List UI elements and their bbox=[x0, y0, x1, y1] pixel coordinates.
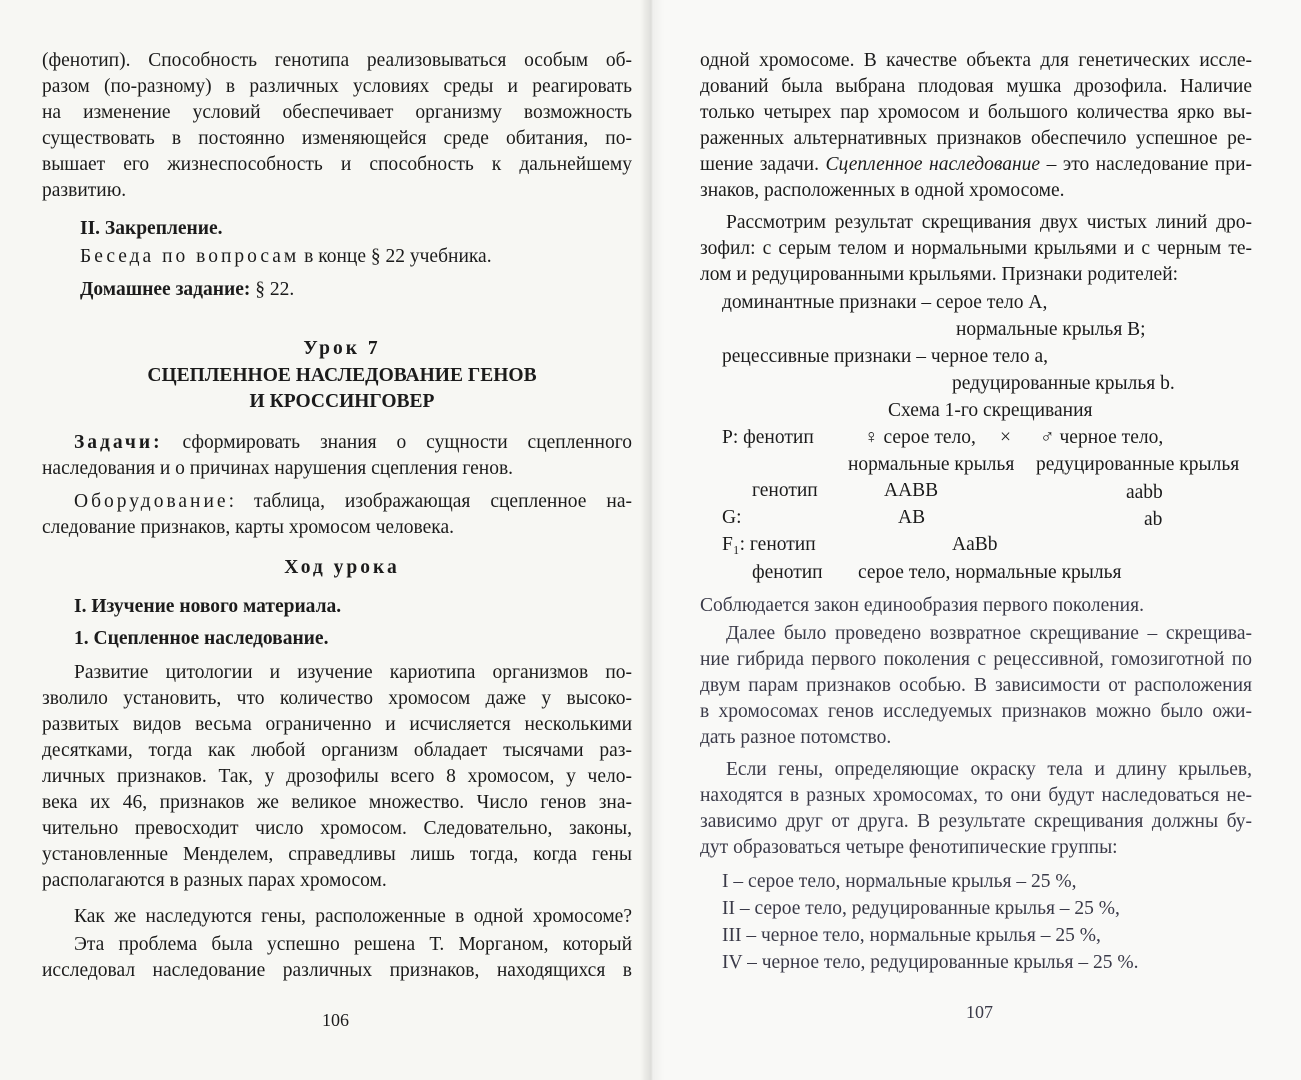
section-heading-consolidation: II. Закрепление. bbox=[80, 218, 223, 239]
homework-label: Домашнее задание: bbox=[80, 279, 251, 300]
text-line: Эта проблема была успешно решена Т. Морганом, который bbox=[74, 934, 632, 955]
text-line: века их 46, признаков же великое множество. Число генов зна- bbox=[42, 792, 632, 813]
phenotype-group: II – серое тело, редуцированные крылья – 25 %, bbox=[722, 898, 1120, 919]
female-genotype: AABB bbox=[884, 480, 939, 501]
female-symbol-icon: ♀ bbox=[864, 427, 879, 448]
text-line: развитых видов весьма ограниченно и исчисляется несколькими bbox=[42, 714, 632, 735]
text-line: Развитие цитологии и изучение кариотипа организмов по- bbox=[74, 662, 632, 683]
recessive-traits-line-1: рецессивные признаки – черное тело а, bbox=[722, 346, 1049, 367]
definition-rest: – это наследование при- bbox=[1040, 154, 1253, 175]
f1-genotype: AaBb bbox=[952, 534, 998, 555]
dominant-traits-line-1: доминантные признаки – серое тело А, bbox=[722, 292, 1048, 313]
page-number-right: 107 bbox=[966, 1002, 993, 1022]
scheme-p-label: P: фенотип bbox=[722, 427, 814, 448]
cross-symbol-icon: × bbox=[1000, 427, 1011, 448]
discussion-spaced: Беседа по вопросам bbox=[80, 246, 300, 267]
discussion-rest: в конце § 22 учебника. bbox=[304, 246, 492, 267]
homework-line bbox=[80, 277, 294, 303]
recessive-traits-line-2: редуцированные крылья b. bbox=[952, 373, 1175, 394]
scheme-f1-phenotype-label: фенотип bbox=[752, 562, 823, 583]
section-heading-new-material: I. Изучение нового материала. bbox=[74, 596, 342, 617]
f1-phenotype: серое тело, нормальные крылья bbox=[858, 562, 1122, 583]
female-phenotype: серое тело, bbox=[883, 427, 976, 448]
text-line: только четырех пар хромосом и большого количества ярко вы- bbox=[700, 102, 1252, 123]
scheme-f1-label: F₁: генотип bbox=[722, 534, 816, 555]
discussion-line bbox=[80, 244, 492, 270]
female-wings: нормальные крылья bbox=[848, 454, 1015, 475]
text-line: дут образоваться четыре фенотипические группы: bbox=[700, 837, 1118, 858]
male-wings: редуцированные крылья bbox=[1036, 454, 1240, 475]
text-line: установленные Менделем, справедливы лишь тогда, когда гены bbox=[42, 844, 632, 865]
text-line: в хромосомах генов исследуемых признаков можно было ожи- bbox=[700, 701, 1252, 722]
male-parent bbox=[1040, 425, 1163, 451]
text-line: личных признаков. Так, у дрозофилы всего 8 хромосом, у чело- bbox=[42, 766, 632, 787]
text-line: следование признаков, карты хромосом человека. bbox=[42, 517, 454, 538]
homework-value: § 22. bbox=[255, 279, 295, 300]
female-parent bbox=[864, 425, 976, 451]
tasks-text: сформировать знания о сущности сцепленного bbox=[182, 432, 632, 453]
male-genotype: aabb bbox=[1126, 482, 1163, 503]
text-line: одной хромосоме. В качестве объекта для генетических иссле- bbox=[700, 50, 1252, 71]
equipment-label: Оборудование bbox=[74, 491, 229, 512]
lesson-number: Урок 7 bbox=[303, 338, 381, 359]
text-line: наследования и о причинах нарушения сцепления генов. bbox=[42, 458, 514, 479]
text-line: лом и редуцированными крыльями. Признаки родителей: bbox=[700, 264, 1179, 285]
dominant-traits-line-2: нормальные крылья В; bbox=[956, 319, 1146, 340]
text-line: дать разное потомство. bbox=[700, 727, 892, 748]
definition-term: Сцепленное наследование bbox=[825, 154, 1041, 175]
page-number-left: 106 bbox=[322, 1010, 349, 1030]
female-gamete: AB bbox=[898, 507, 926, 528]
text-line: зволило установить, что количество хромосом даже у высоко- bbox=[42, 688, 632, 709]
scheme-genotype-label: генотип bbox=[752, 480, 818, 501]
phenotype-group: III – черное тело, нормальные крылья – 25 %, bbox=[722, 925, 1101, 946]
text-line: чительно превосходит число хромосом. Следовательно, законы, bbox=[42, 818, 632, 839]
text-line: знаков, расположенных в одной хромосоме. bbox=[700, 180, 1065, 201]
text-line: Как же наследуются гены, расположенные в одной хромосоме? bbox=[74, 906, 632, 927]
text-line: дований была выбрана плодовая мушка дрозофила. Наличие bbox=[700, 76, 1252, 97]
equipment-text: : таблица, изображающая сцепленное на- bbox=[228, 491, 632, 512]
text-line: (фенотип). Способность генотипа реализовываться особым об- bbox=[42, 50, 632, 71]
tasks-line bbox=[74, 430, 632, 456]
male-symbol-icon: ♂ bbox=[1040, 427, 1055, 448]
text-line: развитию. bbox=[42, 180, 127, 201]
text-line: раженных альтернативных признаков обеспечило успешное ре- bbox=[700, 128, 1252, 149]
text-line: располагаются в разных парах хромосом. bbox=[42, 870, 387, 891]
equipment-line bbox=[74, 489, 632, 515]
scheme-gametes-label: G: bbox=[722, 507, 742, 528]
text-line: двум парам признаков особью. В зависимости от расположения bbox=[700, 675, 1252, 696]
text-line: на изменение условий обеспечивает организму возможность bbox=[42, 102, 632, 123]
phenotype-group: IV – черное тело, редуцированные крылья – 25 %. bbox=[722, 952, 1139, 973]
male-gamete: ab bbox=[1144, 509, 1163, 530]
text-line: существовать в постоянно изменяющейся среде обитания, по- bbox=[42, 128, 632, 149]
definition-start: шение задачи. bbox=[700, 154, 819, 175]
lesson-course-heading: Ход урока bbox=[284, 557, 400, 578]
text-line: зофил: с серым телом и нормальными крыльями и с черным те- bbox=[700, 238, 1252, 259]
phenotype-group: I – серое тело, нормальные крылья – 25 %, bbox=[722, 871, 1077, 892]
text-line: вышает его жизнеспособность и способность к дальнейшему bbox=[42, 154, 632, 175]
text-line: исследовал наследование различных признаков, находящихся в bbox=[42, 960, 632, 981]
subsection-heading: 1. Сцепленное наследование. bbox=[74, 628, 329, 649]
text-line: Рассмотрим результат скрещивания двух чистых линий дро- bbox=[726, 212, 1252, 233]
text-line: Соблюдается закон единообразия первого поколения. bbox=[700, 595, 1144, 616]
lesson-title-line-1: СЦЕПЛЕННОЕ НАСЛЕДОВАНИЕ ГЕНОВ bbox=[147, 365, 537, 386]
text-line: находятся в разных хромосомах, то они будут наследоваться не- bbox=[700, 785, 1252, 806]
text-line: десятками, тогда как любой организм обладает тысячами раз- bbox=[42, 740, 632, 761]
definition-line bbox=[700, 152, 1252, 178]
text-line: ние гибрида первого поколения с рецессивной, гомозиготной по bbox=[700, 649, 1252, 670]
tasks-label: Задачи: bbox=[74, 432, 163, 453]
male-phenotype: черное тело, bbox=[1059, 427, 1164, 448]
text-line: Далее было проведено возвратное скрещивание – скрещива- bbox=[726, 623, 1252, 644]
text-line: зависимо друг от друга. В результате скрещивания должны бу- bbox=[700, 811, 1252, 832]
book-gutter bbox=[640, 0, 664, 1080]
scheme-title: Схема 1-го скрещивания bbox=[888, 400, 1093, 421]
text-line: разом (по-разному) в различных условиях среды и реагировать bbox=[42, 76, 632, 97]
text-line: Если гены, определяющие окраску тела и длину крыльев, bbox=[726, 759, 1252, 780]
lesson-title-line-2: И КРОССИНГОВЕР bbox=[249, 391, 435, 412]
